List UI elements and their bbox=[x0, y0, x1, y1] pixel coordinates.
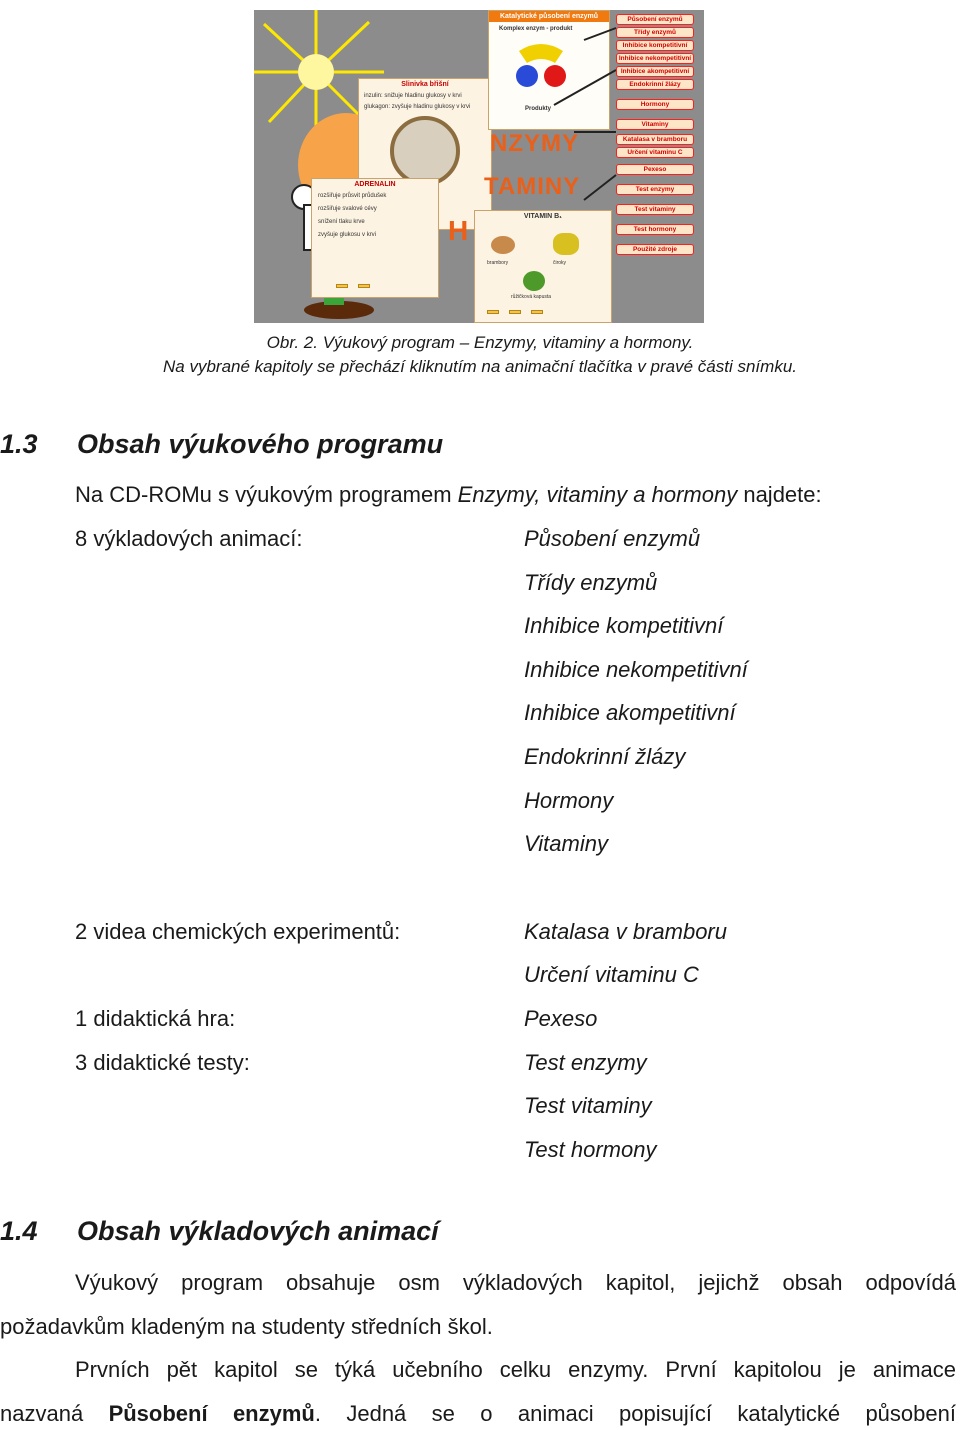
vitamin-item: růžičková kapusta bbox=[511, 294, 552, 300]
videos-label: 2 videa chemických experimentů: bbox=[75, 919, 401, 944]
p2-bold-term: Působení enzymů bbox=[108, 1401, 315, 1426]
adrenalin-item: zvyšuje glukosu v krvi bbox=[318, 232, 377, 238]
glucagon-text: glukagon: zvyšuje hladinu glukosy v krvi bbox=[364, 104, 471, 110]
section-number: 1.3 bbox=[0, 429, 38, 459]
animations-label: 8 výkladových animací: bbox=[75, 526, 303, 551]
menu-button[interactable]: Pexeso bbox=[616, 164, 694, 175]
video-item: Určení vitaminu C bbox=[524, 962, 699, 987]
menu-button[interactable]: Použité zdroje bbox=[616, 244, 694, 255]
section-heading-1-3 bbox=[0, 429, 443, 460]
animation-item: Třídy enzymů bbox=[524, 570, 658, 595]
menu-button[interactable]: Hormony bbox=[616, 99, 694, 110]
adrenalin-title: ADRENALIN bbox=[354, 181, 396, 188]
paragraph-1-line-1: Výukový program obsahuje osm výkladových kapitol, jejichž obsah odpovídá bbox=[75, 1270, 956, 1295]
menu-button[interactable]: Endokrinní žlázy bbox=[616, 79, 694, 90]
section-number: 1.4 bbox=[0, 1216, 38, 1246]
paragraph-2-line-1: Prvních pět kapitol se týká učebního celku enzymy. První kapitolou je animace bbox=[75, 1357, 956, 1382]
section-title: Obsah výkladových animací bbox=[77, 1216, 439, 1246]
figure-caption-line2: Na vybrané kapitoly se přechází kliknutím na animační tlačítka v pravé části snímku. bbox=[163, 357, 797, 376]
menu-button[interactable]: Vitaminy bbox=[616, 119, 694, 130]
menu-button[interactable]: Třídy enzymů bbox=[616, 27, 694, 38]
menu-button[interactable]: Test hormony bbox=[616, 224, 694, 235]
menu-button[interactable]: Test enzymy bbox=[616, 184, 694, 195]
intro-paragraph bbox=[75, 482, 822, 508]
menu-button[interactable]: Určení vitaminu C bbox=[616, 147, 694, 158]
vitamin-item: čiroky bbox=[553, 260, 567, 266]
vitamin-title: VITAMIN B₁ bbox=[523, 213, 563, 220]
test-item: Test enzymy bbox=[524, 1050, 647, 1075]
p2-text-start: nazvaná bbox=[0, 1401, 84, 1426]
p2-text-end: . Jedná se o animaci popisující katalytické působení bbox=[314, 1401, 956, 1426]
test-item: Test vitaminy bbox=[524, 1093, 652, 1118]
big-word-hormony: H bbox=[448, 215, 470, 246]
big-word-enzymy: NZYMY bbox=[490, 130, 579, 157]
animation-item: Působení enzymů bbox=[524, 526, 701, 551]
chapter-menu bbox=[616, 14, 694, 257]
complex-label: Komplex enzym - produkt bbox=[499, 26, 573, 32]
test-item: Test hormony bbox=[524, 1137, 657, 1162]
program-name: Enzymy, vitaminy a hormony bbox=[457, 482, 738, 507]
intro-text: Na CD-ROMu s výukovým programem bbox=[75, 482, 458, 507]
animation-item: Inhibice kompetitivní bbox=[524, 613, 724, 638]
adrenalin-item: rozšiřuje svalové cévy bbox=[318, 206, 377, 212]
menu-button[interactable]: Inhibice kompetitivní bbox=[616, 40, 694, 51]
pancreas-slide-title: Slinivka břišní bbox=[401, 81, 449, 88]
menu-button[interactable]: Působení enzymů bbox=[616, 14, 694, 25]
game-label: 1 didaktická hra: bbox=[75, 1006, 236, 1031]
game-item: Pexeso bbox=[524, 1006, 598, 1031]
video-item: Katalasa v bramboru bbox=[524, 919, 727, 944]
section-heading-1-4 bbox=[0, 1216, 439, 1247]
menu-button[interactable]: Test vitaminy bbox=[616, 204, 694, 215]
paragraph-1-line-2: požadavkům kladeným na studenty středních škol. bbox=[0, 1314, 493, 1339]
animation-item: Vitaminy bbox=[524, 831, 608, 856]
program-screenshot-figure bbox=[254, 10, 704, 323]
section-title: Obsah výukového programu bbox=[77, 429, 444, 459]
intro-text-end: najdete: bbox=[737, 482, 822, 507]
adrenalin-item: snížení tlaku krve bbox=[318, 219, 365, 225]
animation-item: Inhibice akompetitivní bbox=[524, 700, 736, 725]
menu-button[interactable]: Katalasa v bramboru bbox=[616, 134, 694, 145]
animation-item: Endokrinní žlázy bbox=[524, 744, 686, 769]
menu-button[interactable]: Inhibice nekompetitivní bbox=[616, 53, 694, 64]
catalysis-title: Katalytické působení enzymů bbox=[489, 11, 609, 22]
menu-button[interactable]: Inhibice akompetitivní bbox=[616, 66, 694, 77]
big-word-vitaminy: TAMINY bbox=[484, 173, 581, 200]
vitamin-item: brambory bbox=[487, 260, 509, 266]
insulin-text: inzulin: snižuje hladinu glukosy v krvi bbox=[364, 93, 462, 99]
figure-caption-line1: Obr. 2. Výukový program – Enzymy, vitaminy a hormony. bbox=[266, 333, 694, 352]
paragraph-2-line-2 bbox=[0, 1401, 956, 1427]
tests-label: 3 didaktické testy: bbox=[75, 1050, 250, 1075]
animation-item: Hormony bbox=[524, 788, 614, 813]
products-label: Produkty bbox=[525, 106, 552, 112]
adrenalin-item: rozšiřuje průsvit průdušek bbox=[318, 193, 387, 199]
animation-item: Inhibice nekompetitivní bbox=[524, 657, 748, 682]
